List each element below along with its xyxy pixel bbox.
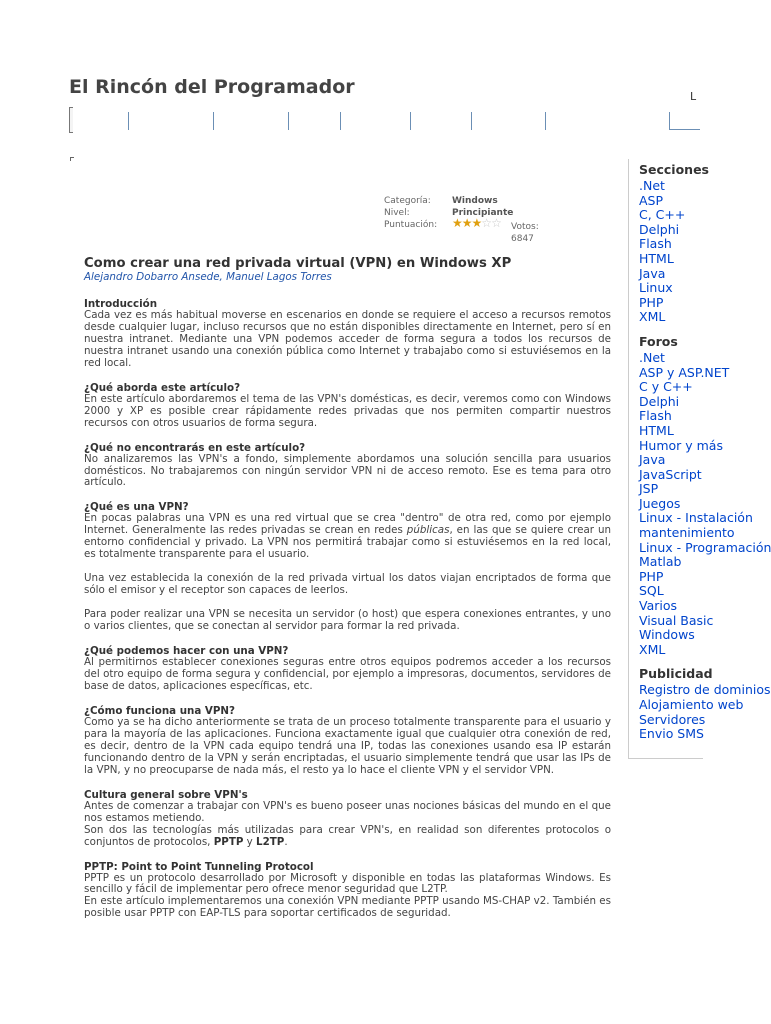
seccion-link[interactable]: ASP — [639, 192, 664, 208]
sidebar-heading-foros: Foros — [639, 333, 678, 349]
foro-link[interactable]: JSP — [639, 481, 659, 497]
level-label: Nivel: — [384, 207, 410, 218]
paragraph-que-es-3: Para poder realizar una VPN se necesita un servidor (o host) que espera conexiones entrantes, y uno o varios clientes, que se conectan al servidor para formar la red privada. — [84, 608, 611, 633]
seccion-link[interactable]: Java — [639, 265, 666, 281]
paragraph-funciona: Como ya se ha dicho anteriormente se trata de un proceso totalmente transparente para el usuario y para la mayoría de las aplicaciones. Funciona exactamente igual que cualquier otra conexión de red, es decir, dentro de la VPN cada equipo tendrá una IP, todas las conexiones usando esa IP estarán funcionando dentro de la VPN y serán encriptadas, el usuario simplemente tendrá que usar las IPs de la VPN, y no preocuparse de nada más, el resto ya lo hace el cliente VPN y el servidor VPN. — [84, 715, 611, 776]
seccion-link[interactable]: Flash — [639, 236, 672, 252]
foro-link[interactable]: XML — [639, 641, 666, 657]
foro-link[interactable]: Delphi — [639, 393, 680, 409]
secciones-list — [629, 179, 703, 325]
foro-link[interactable]: Juegos — [639, 495, 681, 511]
text-fragment: Son dos las tecnologías más utilizadas para crear VPN's, en realidad son diferentes protocolos o conjuntos de protocolos, — [84, 823, 611, 848]
nav-left-cap — [69, 107, 73, 133]
nav-separator — [410, 112, 411, 130]
nav-separator — [128, 112, 129, 130]
paragraph-no-encontraras: No analizaremos las VPN's a fondo, simplemente abordamos una solución sencilla para usuarios domésticos. No trabajaremos con ningún servidor VPN ni de acceso remoto. Ese es tema para otro artículo. — [84, 452, 611, 489]
text-fragment: y — [243, 835, 257, 848]
foros-list — [629, 349, 771, 657]
heading-aborda: ¿Qué aborda este artículo? — [84, 381, 241, 394]
seccion-link[interactable]: .Net — [639, 178, 665, 193]
sidebar — [628, 159, 771, 759]
foro-link[interactable]: Windows — [639, 627, 695, 643]
foro-link[interactable]: Flash — [639, 408, 672, 424]
foro-link[interactable]: Humor y más — [639, 437, 723, 453]
nav-separator — [471, 112, 472, 130]
sidebar-bottom-border — [629, 758, 703, 759]
paragraph-hacer: Al permitirnos establecer conexiones seguras entre otros equipos podremos acceder a los recursos del otro equipo de forma segura y confidencial, por ejemplo a impresoras, documentos, servidores de base de datos, aplicaciones específicas, etc. — [84, 656, 611, 692]
rating-stars[interactable] — [452, 217, 501, 229]
category-value: Windows — [452, 196, 498, 206]
nav-right-cap — [669, 112, 700, 130]
text-fragment: , en las que se quiere crear un entorno confidencial y privado. La VPN nos permitirá trabajar como si estuviésemos en la red local, es totalmente transparente para el usuario. — [84, 524, 611, 561]
star-filled-icon[interactable]: ★ — [452, 216, 462, 230]
heading-intro: Introducción — [84, 297, 158, 310]
heading-pptp: PPTP: Point to Point Tunneling Protocol — [84, 860, 314, 873]
site-title[interactable]: El Rincón del Programador — [69, 76, 355, 98]
foro-link[interactable]: Matlab — [639, 554, 682, 570]
heading-hacer: ¿Qué podemos hacer con una VPN? — [84, 645, 289, 658]
heading-funciona: ¿Cómo funciona una VPN? — [84, 704, 236, 717]
foro-link[interactable]: SQL — [639, 583, 664, 599]
nav-separator — [545, 112, 546, 130]
text-fragment: . — [284, 835, 288, 848]
votes-count: Votos: 6847 — [511, 222, 539, 244]
foro-link[interactable]: HTML — [639, 422, 674, 438]
publicidad-link[interactable]: Alojamiento web — [639, 697, 744, 712]
paragraph-cultura — [84, 801, 611, 849]
foro-link[interactable]: Varios — [639, 598, 678, 614]
foro-link[interactable]: C y C++ — [639, 379, 693, 395]
text-fragment: PPTP es un protocolo desarrollado por Microsoft y disponible en todas las plataformas Windows. Es sencillo y fácil de implementar pero ofrece menor seguridad que L2TP. — [84, 871, 611, 896]
paragraph-aborda: En este artículo abordaremos el tema de las VPN's domésticas, es decir, veremos como con Windows 2000 y XP es posible crear rápidamente redes privadas que nos permiten compartir nuestros recursos con otros usuarios de forma segura. — [84, 392, 611, 429]
sidebar-heading-secciones: Secciones — [639, 162, 709, 177]
rating-label: Puntuación: — [384, 220, 438, 230]
seccion-link[interactable]: Linux — [639, 280, 673, 296]
text-fragment: En pocas palabras una VPN es una red virtual que se crea "dentro" de otra red, como por ejemplo Internet. Generalmente las redes privadas se crean en redes — [84, 512, 611, 537]
emphasis-publicas: públicas — [406, 524, 450, 537]
paragraph-pptp — [84, 873, 611, 921]
star-empty-icon[interactable]: ☆ — [481, 216, 492, 230]
article-authors[interactable]: Alejandro Dobarro Ansede, Manuel Lagos Torres — [84, 271, 332, 283]
category-label: Categoría: — [384, 196, 431, 206]
seccion-link[interactable]: XML — [639, 309, 666, 325]
nav-separator — [340, 112, 341, 130]
foro-link[interactable]: ASP y ASP.NET — [639, 364, 730, 380]
publicidad-link[interactable]: Servidores — [639, 711, 706, 727]
top-nav-bar — [69, 107, 699, 131]
level-value: Principiante — [452, 207, 514, 218]
nav-separator — [288, 112, 289, 130]
seccion-link[interactable]: HTML — [639, 250, 674, 266]
sidebar-heading-publicidad: Publicidad — [639, 666, 713, 682]
pptp-term: PPTP — [213, 835, 244, 848]
article — [84, 256, 611, 932]
seccion-link[interactable]: PHP — [639, 294, 664, 310]
seccion-link[interactable]: C, C++ — [639, 207, 686, 223]
foro-link[interactable]: PHP — [639, 568, 664, 584]
star-filled-icon[interactable]: ★ — [461, 216, 472, 230]
heading-no-encontraras: ¿Qué no encontrarás en este artículo? — [84, 441, 306, 454]
publicidad-link[interactable]: Registro de dominios — [639, 682, 771, 698]
foro-link[interactable]: Linux - Instalación — [639, 510, 753, 526]
publicidad-link[interactable]: Envio SMS — [639, 726, 704, 742]
seccion-link[interactable]: Delphi — [639, 221, 680, 237]
login-link[interactable]: L — [690, 90, 697, 103]
foro-link[interactable]: Linux - Programación — [639, 539, 771, 555]
heading-que-es: ¿Qué es una VPN? — [84, 501, 189, 514]
foro-link[interactable]: JavaScript — [639, 466, 702, 482]
sidebar-secciones — [629, 159, 709, 331]
paragraph-que-es-2: Una vez establecida la conexión de la red privada virtual los datos viajan encriptados de forma que sólo el emisor y el receptor son capaces de leerlos. — [84, 572, 611, 597]
foro-link[interactable]: mantenimiento — [639, 525, 735, 541]
star-empty-icon[interactable]: ☆ — [491, 216, 501, 230]
corner-mark — [70, 157, 74, 161]
sidebar-publicidad — [629, 663, 771, 747]
foro-link[interactable]: Visual Basic — [639, 612, 714, 628]
star-filled-icon[interactable]: ★ — [471, 216, 482, 230]
heading-cultura: Cultura general sobre VPN's — [84, 788, 248, 801]
paragraph-intro: Cada vez es más habitual moverse en escenarios en donde se requiere el acceso a recursos remotos desde cualquier lugar, incluso recursos que no están disponibles directamente en Internet, pero sí en nuestra intranet. Mediante una VPN podemos acceder de forma segura a todos los recursos de nuestra intranet usando una conexión pública como Internet y trabajabo como si estuviésemos en la red local. — [84, 308, 611, 369]
article-title: Como crear una red privada virtual (VPN) en Windows XP — [84, 256, 512, 271]
l2tp-term: L2TP — [256, 835, 285, 848]
foro-link[interactable]: .Net — [639, 349, 665, 365]
paragraph-que-es-1 — [84, 513, 611, 561]
text-fragment: Antes de comenzar a trabajar con VPN's es bueno poseer unas nociones básicas del mundo en el que nos estamos metiendo. — [84, 799, 611, 824]
text-fragment: En este artículo implementaremos una conexión VPN mediante PPTP usando MS-CHAP v2. También es posible usar PPTP con EAP-TLS para soportar certificados de seguridad. — [84, 895, 611, 920]
sidebar-foros — [629, 331, 771, 663]
publicidad-list — [629, 682, 771, 742]
foro-link[interactable]: Java — [639, 452, 666, 468]
nav-separator — [213, 112, 214, 130]
